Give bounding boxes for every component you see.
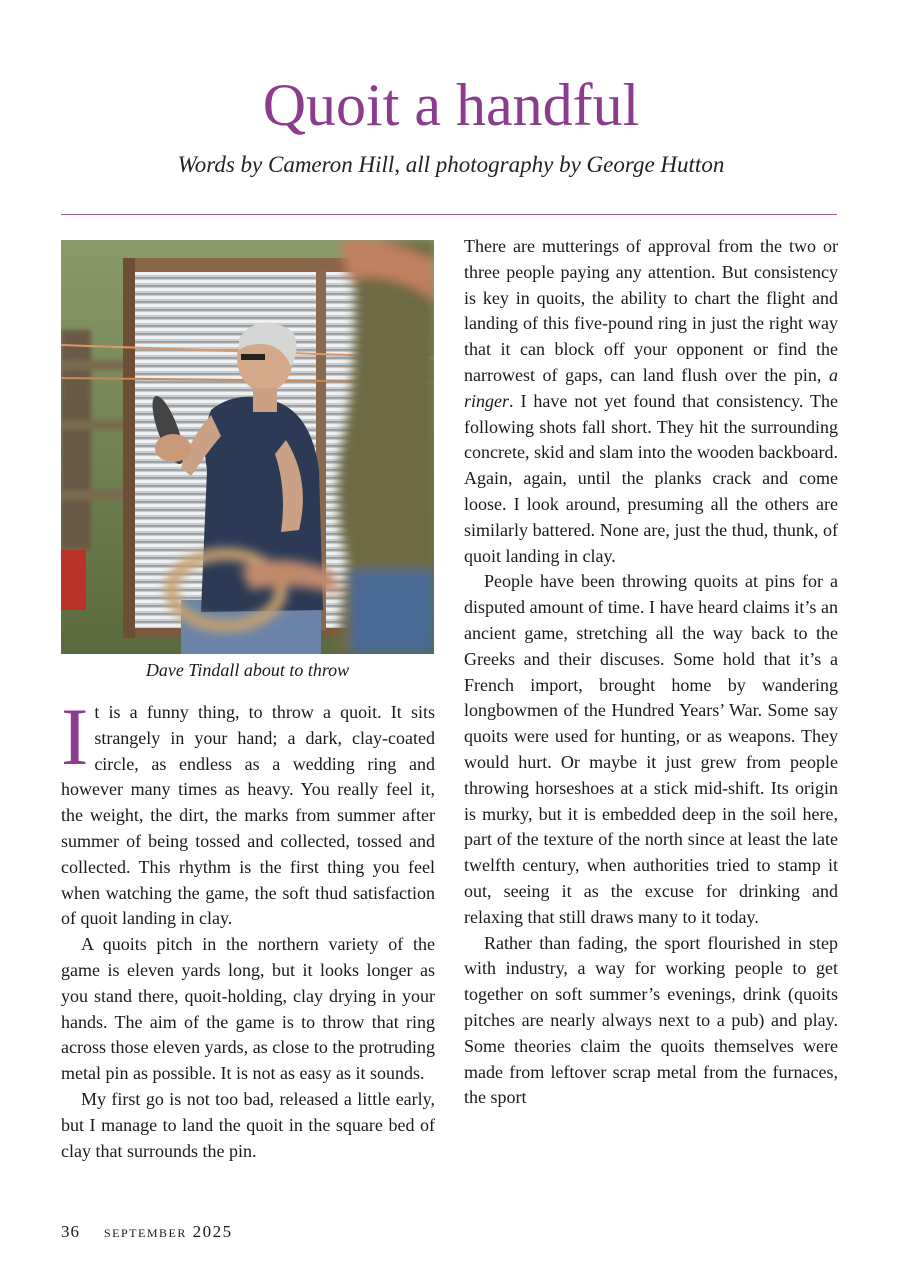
emphasis-term: a ringer — [464, 364, 838, 411]
article-title: Quoit a handful — [262, 72, 640, 138]
photo-caption: Dave Tindall about to throw — [145, 660, 350, 680]
issue-date: september 2025 — [104, 1222, 233, 1241]
byline: Words by Cameron Hill, all photography by George Hutton — [177, 152, 725, 177]
paragraph — [61, 691, 435, 932]
paragraph-text: . I have not yet found that consistency. The following shots fall short. They hit the surrounding concrete, skid and slam into the wooden backboard. Again, again, until the planks crack and come loose. I look around, presuming all the others are similarly battered. None are, just the thud, thunk, of quoit landing in clay. — [464, 390, 838, 566]
paragraph: Rather than fading, the sport flourished in step with industry, a way for working people to get together on soft summer’s evenings, drink (quoits pitches are nearly always next to a pub) and play. Some theories claim the quoits themselves were made from leftover scrap metal from the furnaces, the sport — [464, 932, 838, 1108]
page-footer — [61, 1222, 233, 1242]
paragraph-text: There are mutterings of approval from the two or three people paying any attention. But consistency is key in quoits, the ability to chart the flight and landing of this five-pound ring in just the right way that it can block off your opponent or find the narrowest of gaps, can land flush over the pin, — [464, 236, 838, 385]
paragraph — [464, 234, 838, 569]
drop-cap: I — [61, 691, 89, 782]
page-number: 36 — [61, 1222, 80, 1241]
article-photo — [61, 240, 434, 654]
paragraph: People have been throwing quoits at pins for a disputed amount of time. I have heard claims it’s an ancient game, stretching all the way back to the Greeks and their discuses. Some hold that it’s a French import, brought home by wandering longbowmen of the Hundred Years’ War. Some say quoits were used for hunting, or as weapons. They would hurt. Or maybe it just grew from people throwing horseshoes at a stick mid-shift. Its origin is murky, but it is embedded deep in the soil here, part of the texture of the north since at least the late twelfth century, when authorities tried to stamp it out, seeing it as the excuse for drinking and relaxing that still draws many to it today. — [464, 571, 838, 927]
paragraph-text: t is a funny thing, to throw a quoit. It sits strangely in your hand; a dark, clay-coated circle, as endless as a wedding ring and however many times as heavy. You really feel it, the weight, the dirt, the marks from summer after summer of being tossed and collected, tossed and collected. This rhythm is the first thing you feel when watching the game, the soft thud satisfaction of quoit landing in clay. — [61, 702, 435, 929]
right-column — [464, 234, 838, 1111]
left-column — [61, 691, 435, 1164]
divider — [61, 214, 837, 215]
paragraph: A quoits pitch in the northern variety of the game is eleven yards long, but it looks longer as you stand there, quoit-holding, clay drying in your hands. The aim of the game is to throw that ring across those eleven yards, as close to the protruding metal pin as possible. It is not as easy as it sounds. — [61, 934, 435, 1084]
paragraph: My first go is not too bad, released a little early, but I manage to land the quoit in the square bed of clay that surrounds the pin. — [61, 1088, 435, 1161]
